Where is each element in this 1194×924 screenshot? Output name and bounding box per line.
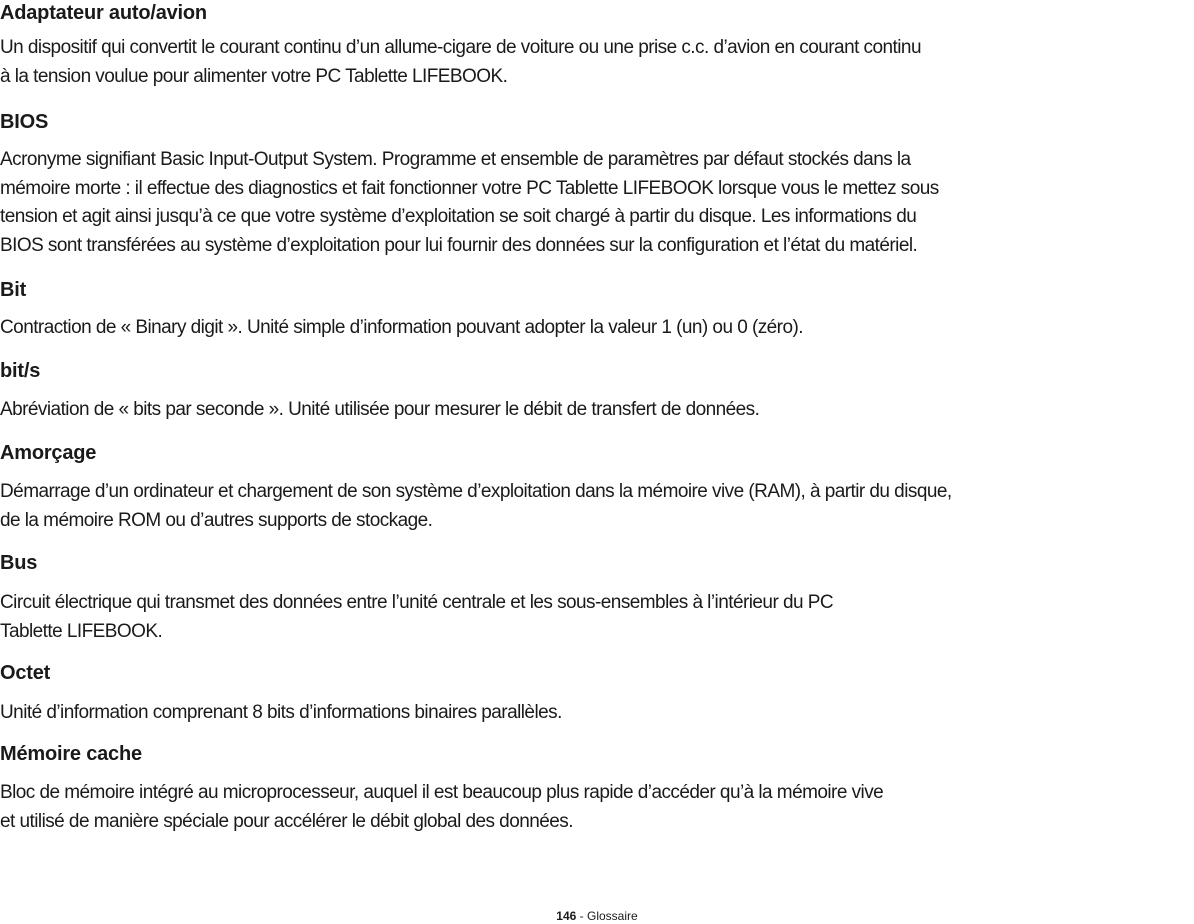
glossary-definition — [0, 589, 1194, 646]
definition-line: et utilisé de manière spéciale pour accélérer le débit global des données. — [0, 810, 573, 832]
footer-separator: - — [576, 909, 587, 923]
glossary-definition — [0, 699, 1194, 728]
page-footer — [0, 908, 1194, 924]
definition-line: Un dispositif qui convertit le courant continu d’un allume-cigare de voiture ou une prise c.c. d’avion en courant continu — [0, 37, 921, 58]
glossary-term: Octet — [0, 662, 51, 684]
glossary-term: Bit — [0, 279, 27, 301]
glossary-definition — [0, 146, 1194, 260]
definition-line: à la tension voulue pour alimenter votre PC Tablette LIFEBOOK. — [0, 65, 508, 87]
definition-line: Démarrage d’un ordinateur et chargement de son système d’exploitation dans la mémoire vive (RAM), à partir du disque, — [0, 481, 952, 502]
footer-section: Glossaire — [587, 909, 638, 923]
definition-line: Acronyme signifiant Basic Input-Output System. Programme et ensemble de paramètres par défaut stockés dans la — [0, 149, 911, 170]
glossary-term: BIOS — [0, 111, 49, 133]
glossary-definition — [0, 34, 1194, 91]
definition-line: tension et agit ainsi jusqu’à ce que votre système d’exploitation se soit chargé à partir du disque. Les informations du — [0, 206, 917, 227]
definition-line: Contraction de « Binary digit ». Unité simple d’information pouvant adopter la valeur 1 (un) ou 0 (zéro). — [0, 317, 803, 338]
definition-line: Circuit électrique qui transmet des données entre l’unité centrale et les sous-ensembles à l’intérieur du PC — [0, 592, 834, 613]
glossary-definition — [0, 314, 1194, 343]
glossary-term: Mémoire cache — [0, 743, 142, 765]
definition-line: Tablette LIFEBOOK. — [0, 620, 163, 642]
definition-line: BIOS sont transférées au système d’exploitation pour lui fournir des données sur la configuration et l’état du matériel. — [0, 234, 918, 256]
glossary-term: bit/s — [0, 360, 41, 382]
definition-line: Bloc de mémoire intégré au microprocesseur, auquel il est beaucoup plus rapide d’accéder qu’à la mémoire vive — [0, 782, 884, 803]
definition-line: mémoire morte : il effectue des diagnostics et fait fonctionner votre PC Tablette LIFEBOOK lorsque vous le mettez sous — [0, 177, 939, 199]
glossary-term: Amorçage — [0, 442, 97, 464]
glossary-definition — [0, 396, 1194, 425]
definition-line: Abréviation de « bits par seconde ». Unité utilisée pour mesurer le débit de transfert de données. — [0, 399, 760, 420]
glossary-definition — [0, 478, 1194, 535]
definition-line: Unité d’information comprenant 8 bits d’informations binaires parallèles. — [0, 702, 562, 723]
glossary-term: Bus — [0, 552, 38, 574]
glossary-definition — [0, 779, 1194, 836]
glossary-term: Adaptateur auto/avion — [0, 2, 207, 24]
page-number: 146 — [556, 909, 577, 923]
definition-line: de la mémoire ROM ou d’autres supports de stockage. — [0, 509, 433, 531]
